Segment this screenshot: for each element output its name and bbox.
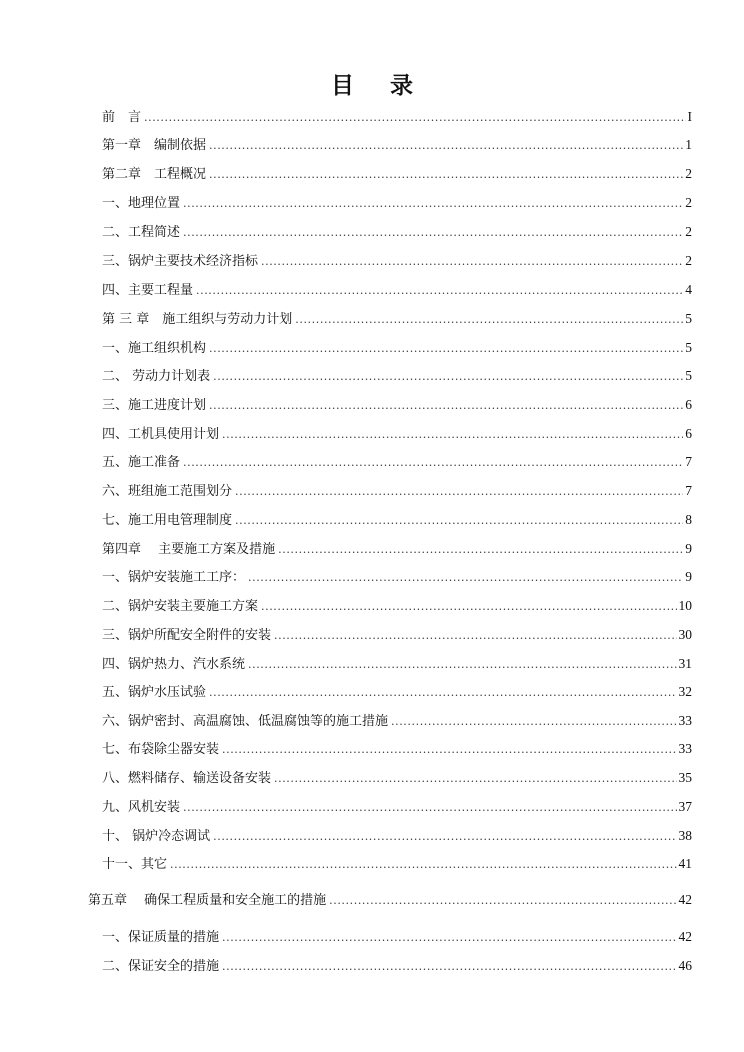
- page-title: [0, 70, 744, 102]
- toc-label: 九、风机安装: [102, 800, 181, 815]
- toc-page: 6: [685, 397, 692, 412]
- toc-entry-section[interactable]: [102, 396, 692, 415]
- toc-entry-section[interactable]: [102, 425, 692, 444]
- toc-entry-chapter-1[interactable]: [102, 136, 692, 155]
- toc-page: 1: [685, 137, 692, 152]
- toc-entry-chapter-4[interactable]: [102, 540, 692, 559]
- toc-page: I: [687, 109, 692, 124]
- toc-label: 第 三 章 施工组织与劳动力计划: [102, 312, 293, 327]
- toc-label: 第五章 确保工程质量和安全施工的措施: [88, 893, 327, 908]
- toc-leader: [222, 741, 676, 759]
- toc-leader: [329, 892, 676, 910]
- toc-label: 三、锅炉主要技术经济指标: [102, 254, 259, 269]
- toc-leader: [170, 856, 676, 874]
- toc-label: 一、地理位置: [102, 196, 181, 211]
- toc-label: 三、锅炉所配安全附件的安装: [102, 628, 272, 643]
- toc-label: 二、保证安全的措施: [102, 959, 220, 974]
- toc-entry-section[interactable]: [102, 223, 692, 242]
- toc-leader: [209, 397, 683, 415]
- toc-entry-section[interactable]: [102, 281, 692, 300]
- toc-label: 六、班组施工范围划分: [102, 484, 233, 499]
- toc-leader: [209, 166, 683, 184]
- toc-leader: [183, 799, 676, 817]
- toc-page: 7: [685, 454, 692, 469]
- toc-page: 6: [685, 426, 692, 441]
- toc-page: 41: [678, 856, 692, 871]
- toc-leader: [209, 340, 683, 358]
- toc-leader: [209, 137, 683, 155]
- toc-entry-section[interactable]: [102, 957, 692, 976]
- toc-page: 31: [678, 656, 692, 671]
- toc-label: 一、保证质量的措施: [102, 930, 220, 945]
- toc-entry-section[interactable]: [102, 928, 692, 947]
- toc-entry-section[interactable]: [102, 194, 692, 213]
- toc-entry-section[interactable]: [102, 683, 692, 702]
- toc-leader: [248, 569, 683, 587]
- toc-entry-section[interactable]: [102, 827, 692, 846]
- toc-page: 35: [678, 770, 692, 785]
- toc-label: 一、锅炉安装施工工序：: [102, 570, 246, 585]
- toc-page: 7: [685, 483, 692, 498]
- toc-leader: [222, 929, 676, 947]
- toc-leader: [196, 282, 683, 300]
- toc-label: 六、锅炉密封、高温腐蚀、低温腐蚀等的施工措施: [102, 714, 389, 729]
- toc-label: 四、主要工程量: [102, 283, 194, 298]
- toc-entry-section[interactable]: [102, 568, 692, 587]
- toc-label: 十、 锅炉冷态调试: [102, 829, 211, 844]
- toc-page: 2: [685, 166, 692, 181]
- toc-entry-section[interactable]: [102, 367, 692, 386]
- toc-entry-chapter-5[interactable]: [88, 891, 692, 910]
- toc-leader: [235, 483, 683, 501]
- toc-label: 二、 劳动力计划表: [102, 369, 211, 384]
- toc-entry-section[interactable]: [102, 798, 692, 817]
- title-char-2: 录: [390, 73, 413, 99]
- toc-leader: [213, 368, 683, 386]
- toc-leader: [278, 541, 683, 559]
- toc-page: 42: [678, 929, 692, 944]
- toc-leader: [274, 627, 676, 645]
- toc-leader: [213, 828, 676, 846]
- toc-entry-section[interactable]: [102, 626, 692, 645]
- toc-label: 二、工程简述: [102, 225, 181, 240]
- toc-label: 前 言: [102, 110, 142, 125]
- toc-page: 8: [685, 512, 692, 527]
- toc-entry-section[interactable]: [102, 597, 692, 616]
- toc-label: 八、燃料储存、输送设备安装: [102, 771, 272, 786]
- toc-page: 5: [685, 340, 692, 355]
- toc-entry-section[interactable]: [102, 655, 692, 674]
- toc-entry-chapter-3[interactable]: [102, 310, 692, 329]
- toc-label: 四、工机具使用计划: [102, 427, 220, 442]
- toc-page: 5: [685, 311, 692, 326]
- toc-entry-section[interactable]: [102, 511, 692, 530]
- toc-leader: [183, 195, 683, 213]
- toc-page: 42: [678, 892, 692, 907]
- toc-leader: [144, 109, 685, 127]
- toc-leader: [222, 426, 683, 444]
- toc-entry-section[interactable]: [102, 740, 692, 759]
- toc-leader: [222, 958, 676, 976]
- toc-leader: [295, 311, 683, 329]
- toc-label: 七、布袋除尘器安装: [102, 742, 220, 757]
- toc-page: 2: [685, 253, 692, 268]
- toc-label: 三、施工进度计划: [102, 398, 207, 413]
- toc-label: 一、施工组织机构: [102, 341, 207, 356]
- toc-label: 七、施工用电管理制度: [102, 513, 233, 528]
- toc-leader: [274, 770, 676, 788]
- toc-page: 33: [678, 713, 692, 728]
- toc-label: 十一、其它: [102, 857, 168, 872]
- toc-label: 四、锅炉热力、汽水系统: [102, 657, 246, 672]
- toc-leader: [235, 512, 683, 530]
- toc-label: 五、锅炉水压试验: [102, 685, 207, 700]
- toc-leader: [261, 253, 683, 271]
- toc-label: 第四章 主要施工方案及措施: [102, 542, 276, 557]
- toc-page: 33: [678, 741, 692, 756]
- toc-leader: [209, 684, 676, 702]
- toc-entry-section[interactable]: [102, 769, 692, 788]
- toc-label: 二、锅炉安装主要施工方案: [102, 599, 259, 614]
- toc-entry-section[interactable]: [102, 252, 692, 271]
- toc-leader: [183, 454, 683, 472]
- toc-entry-section[interactable]: [102, 339, 692, 358]
- toc-leader: [248, 656, 676, 674]
- title-char-1: 目: [331, 73, 354, 99]
- toc-entry-section[interactable]: [102, 453, 692, 472]
- toc-entry-chapter-2[interactable]: [102, 165, 692, 184]
- toc-label: 五、施工准备: [102, 455, 181, 470]
- toc-entry-section[interactable]: [102, 482, 692, 501]
- toc-page: 37: [678, 799, 692, 814]
- toc-label: 第一章 编制依据: [102, 138, 207, 153]
- toc-page: 46: [678, 958, 692, 973]
- toc-page: 30: [678, 627, 692, 642]
- toc-leader: [391, 713, 676, 731]
- toc-entry-section[interactable]: [102, 855, 692, 874]
- toc-page: 32: [678, 684, 692, 699]
- toc-entry-section[interactable]: [102, 712, 692, 731]
- toc-page: 38: [678, 828, 692, 843]
- toc-entry-preface[interactable]: [102, 108, 692, 127]
- toc-page: 5: [685, 368, 692, 383]
- toc-leader: [261, 598, 676, 616]
- toc-leader: [183, 224, 683, 242]
- toc-page: 10: [678, 598, 692, 613]
- toc-page: 9: [685, 541, 692, 556]
- toc-label: 第二章 工程概况: [102, 167, 207, 182]
- toc-page: 4: [685, 282, 692, 297]
- toc-page: 2: [685, 224, 692, 239]
- toc-page: 2: [685, 195, 692, 210]
- toc-page: 9: [685, 569, 692, 584]
